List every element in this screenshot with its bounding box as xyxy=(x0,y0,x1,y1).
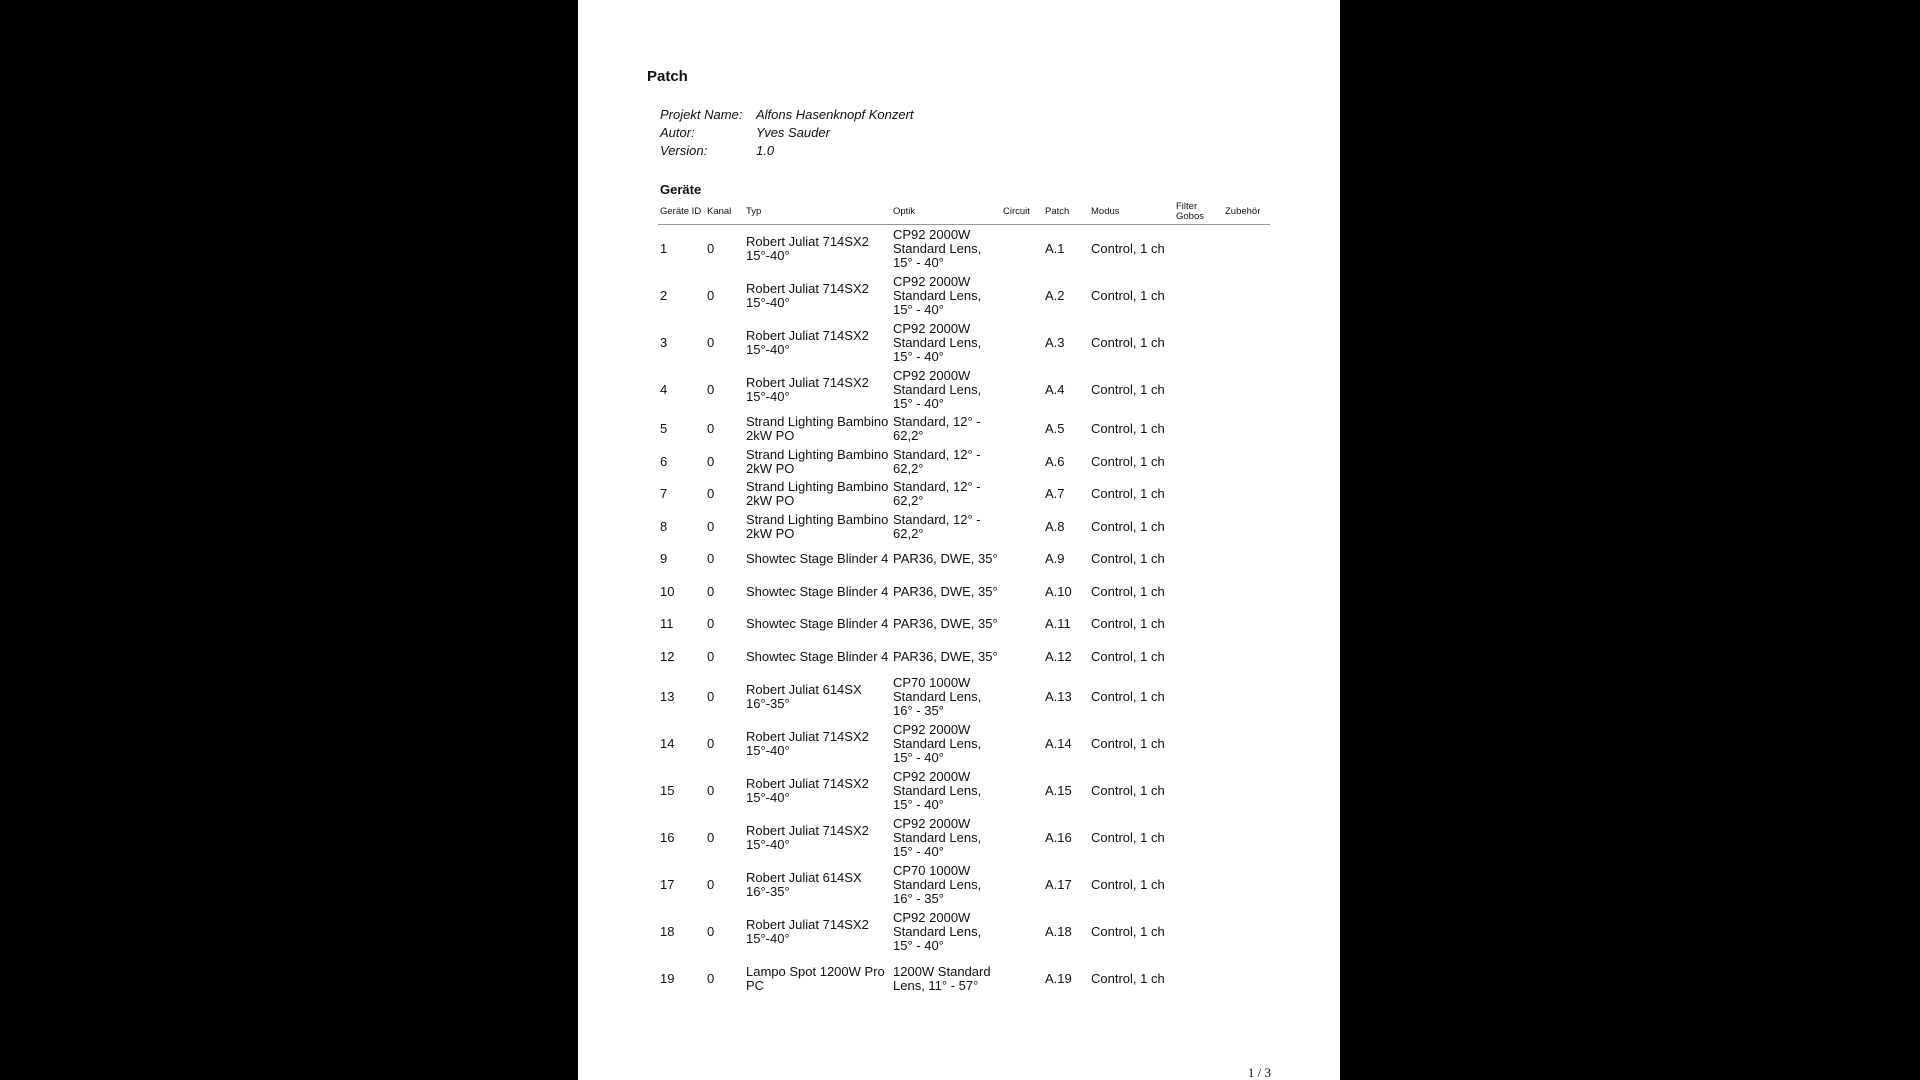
cell-circuit xyxy=(1001,608,1043,641)
cell-patch: A.7 xyxy=(1045,486,1065,502)
document-title: Patch xyxy=(647,68,688,85)
column-header-filter[interactable]: Filter Gobos xyxy=(1174,200,1223,225)
cell-typ: Robert Juliat 714SX2 15°-40° xyxy=(746,916,869,946)
table-row[interactable] xyxy=(658,814,1270,861)
cell-kanal: 0 xyxy=(707,583,715,599)
cell-kanal: 0 xyxy=(707,616,715,632)
section-title-devices: Geräte xyxy=(660,182,702,197)
cell-patch: A.18 xyxy=(1045,923,1072,939)
cell-id: 13 xyxy=(660,688,675,704)
cell-typ: Showtec Stage Blinder 4 xyxy=(746,616,889,632)
cell-id: 16 xyxy=(660,829,675,845)
table-row[interactable] xyxy=(658,446,1270,479)
cell-patch: A.3 xyxy=(1045,334,1065,350)
cell-kanal: 0 xyxy=(707,381,715,397)
meta-row-author xyxy=(660,124,914,142)
cell-zubehoer xyxy=(1223,478,1270,511)
cell-patch: A.15 xyxy=(1045,782,1072,798)
cell-filter xyxy=(1174,767,1223,814)
cell-typ: Strand Lighting Bambino 2kW PO xyxy=(746,511,889,541)
cell-optik: CP92 2000W Standard Lens, 15° - 40° xyxy=(893,320,982,364)
cell-circuit xyxy=(1001,272,1043,319)
cell-circuit xyxy=(1001,446,1043,479)
device-table-body xyxy=(658,225,1270,1003)
cell-zubehoer xyxy=(1223,511,1270,544)
cell-patch: A.6 xyxy=(1045,453,1065,469)
cell-kanal: 0 xyxy=(707,688,715,704)
cell-typ: Robert Juliat 714SX2 15°-40° xyxy=(746,775,869,805)
cell-typ: Robert Juliat 714SX2 15°-40° xyxy=(746,327,869,357)
cell-circuit xyxy=(1001,767,1043,814)
cell-circuit xyxy=(1001,673,1043,720)
cell-zubehoer xyxy=(1223,608,1270,641)
cell-typ: Lampo Spot 1200W Pro PC xyxy=(746,963,885,993)
table-row[interactable] xyxy=(658,955,1270,1002)
cell-id: 8 xyxy=(660,518,668,534)
cell-zubehoer xyxy=(1223,955,1270,1002)
cell-patch: A.19 xyxy=(1045,970,1072,986)
cell-modus: Control, 1 ch xyxy=(1091,381,1165,397)
cell-circuit xyxy=(1001,319,1043,366)
table-row[interactable] xyxy=(658,861,1270,908)
cell-zubehoer xyxy=(1223,576,1270,609)
cell-id: 1 xyxy=(660,240,668,256)
cell-patch: A.5 xyxy=(1045,421,1065,437)
cell-modus: Control, 1 ch xyxy=(1091,970,1165,986)
cell-zubehoer xyxy=(1223,225,1270,273)
cell-typ: Robert Juliat 614SX 16°-35° xyxy=(746,681,862,711)
cell-filter xyxy=(1174,908,1223,955)
meta-row-version xyxy=(660,142,914,160)
cell-optik: CP92 2000W Standard Lens, 15° - 40° xyxy=(893,367,982,411)
cell-filter xyxy=(1174,720,1223,767)
cell-modus: Control, 1 ch xyxy=(1091,782,1165,798)
cell-zubehoer xyxy=(1223,641,1270,674)
table-row[interactable] xyxy=(658,608,1270,641)
cell-typ: Showtec Stage Blinder 4 xyxy=(746,551,889,567)
cell-id: 12 xyxy=(660,648,675,664)
cell-kanal: 0 xyxy=(707,551,715,567)
cell-circuit xyxy=(1001,511,1043,544)
cell-id: 14 xyxy=(660,735,675,751)
meta-value: Alfons Hasenknopf Konzert xyxy=(756,107,914,122)
cell-id: 6 xyxy=(660,453,668,469)
table-row[interactable] xyxy=(658,673,1270,720)
cell-filter xyxy=(1174,446,1223,479)
cell-zubehoer xyxy=(1223,720,1270,767)
cell-filter xyxy=(1174,272,1223,319)
meta-value: 1.0 xyxy=(756,143,775,158)
cell-zubehoer xyxy=(1223,413,1270,446)
cell-patch: A.12 xyxy=(1045,648,1072,664)
cell-kanal: 0 xyxy=(707,518,715,534)
table-header-row xyxy=(658,200,1270,225)
cell-zubehoer xyxy=(1223,319,1270,366)
cell-filter xyxy=(1174,861,1223,908)
cell-kanal: 0 xyxy=(707,735,715,751)
column-header-zubehoer[interactable]: Zubehör xyxy=(1223,200,1270,225)
cell-filter xyxy=(1174,641,1223,674)
cell-circuit xyxy=(1001,908,1043,955)
cell-zubehoer xyxy=(1223,908,1270,955)
meta-label: Projekt Name: xyxy=(660,107,743,122)
cell-modus: Control, 1 ch xyxy=(1091,287,1165,303)
cell-kanal: 0 xyxy=(707,829,715,845)
table-row[interactable] xyxy=(658,319,1270,366)
table-row[interactable] xyxy=(658,478,1270,511)
cell-optik: PAR36, DWE, 35° xyxy=(893,648,998,664)
cell-typ: Showtec Stage Blinder 4 xyxy=(746,583,889,599)
cell-id: 17 xyxy=(660,876,675,892)
cell-typ: Strand Lighting Bambino 2kW PO xyxy=(746,479,889,509)
cell-patch: A.10 xyxy=(1045,583,1072,599)
cell-kanal: 0 xyxy=(707,486,715,502)
cell-optik: CP92 2000W Standard Lens, 15° - 40° xyxy=(893,273,982,317)
cell-circuit xyxy=(1001,861,1043,908)
document-page xyxy=(578,0,1340,1080)
cell-id: 7 xyxy=(660,486,668,502)
cell-id: 15 xyxy=(660,782,675,798)
cell-optik: CP92 2000W Standard Lens, 15° - 40° xyxy=(893,721,982,765)
meta-label: Autor: xyxy=(660,125,695,140)
cell-kanal: 0 xyxy=(707,970,715,986)
cell-optik: CP70 1000W Standard Lens, 16° - 35° xyxy=(893,674,982,718)
cell-modus: Control, 1 ch xyxy=(1091,829,1165,845)
cell-filter xyxy=(1174,366,1223,413)
cell-filter xyxy=(1174,576,1223,609)
column-header-modus[interactable]: Modus xyxy=(1089,200,1174,225)
column-header-circuit[interactable]: Circuit xyxy=(1001,200,1043,225)
cell-kanal: 0 xyxy=(707,287,715,303)
cell-id: 11 xyxy=(660,616,674,632)
cell-circuit xyxy=(1001,814,1043,861)
cell-modus: Control, 1 ch xyxy=(1091,453,1165,469)
cell-kanal: 0 xyxy=(707,782,715,798)
cell-typ: Robert Juliat 714SX2 15°-40° xyxy=(746,822,869,852)
column-header-kanal[interactable]: Kanal xyxy=(705,200,744,225)
cell-filter xyxy=(1174,955,1223,1002)
cell-circuit xyxy=(1001,225,1043,273)
cell-circuit xyxy=(1001,720,1043,767)
cell-circuit xyxy=(1001,641,1043,674)
cell-patch: A.2 xyxy=(1045,287,1065,303)
cell-circuit xyxy=(1001,366,1043,413)
cell-modus: Control, 1 ch xyxy=(1091,486,1165,502)
cell-modus: Control, 1 ch xyxy=(1091,688,1165,704)
cell-id: 4 xyxy=(660,381,668,397)
cell-id: 5 xyxy=(660,421,668,437)
cell-filter xyxy=(1174,608,1223,641)
cell-patch: A.14 xyxy=(1045,735,1072,751)
cell-zubehoer xyxy=(1223,767,1270,814)
cell-typ: Robert Juliat 614SX 16°-35° xyxy=(746,869,862,899)
cell-optik: CP92 2000W Standard Lens, 15° - 40° xyxy=(893,768,982,812)
cell-typ: Robert Juliat 714SX2 15°-40° xyxy=(746,280,869,310)
table-row[interactable] xyxy=(658,511,1270,544)
cell-patch: A.13 xyxy=(1045,688,1072,704)
column-header-typ[interactable]: Typ xyxy=(744,200,891,225)
table-row[interactable] xyxy=(658,413,1270,446)
column-header-patch[interactable]: Patch xyxy=(1043,200,1089,225)
cell-modus: Control, 1 ch xyxy=(1091,240,1165,256)
table-row[interactable] xyxy=(658,366,1270,413)
cell-id: 10 xyxy=(660,583,675,599)
cell-zubehoer xyxy=(1223,543,1270,576)
cell-optik: 1200W Standard Lens, 11° - 57° xyxy=(893,963,991,993)
cell-zubehoer xyxy=(1223,272,1270,319)
cell-circuit xyxy=(1001,955,1043,1002)
cell-optik: Standard, 12° - 62,2° xyxy=(893,479,981,509)
cell-zubehoer xyxy=(1223,446,1270,479)
cell-patch: A.16 xyxy=(1045,829,1072,845)
cell-id: 3 xyxy=(660,334,668,350)
table-row[interactable] xyxy=(658,767,1270,814)
table-row[interactable] xyxy=(658,576,1270,609)
cell-filter xyxy=(1174,673,1223,720)
cell-patch: A.8 xyxy=(1045,518,1065,534)
cell-zubehoer xyxy=(1223,814,1270,861)
cell-modus: Control, 1 ch xyxy=(1091,551,1165,567)
cell-optik: CP92 2000W Standard Lens, 15° - 40° xyxy=(893,909,982,953)
cell-kanal: 0 xyxy=(707,421,715,437)
cell-zubehoer xyxy=(1223,673,1270,720)
cell-filter xyxy=(1174,478,1223,511)
device-table xyxy=(658,200,1270,1002)
cell-modus: Control, 1 ch xyxy=(1091,334,1165,350)
project-meta xyxy=(660,106,914,160)
cell-zubehoer xyxy=(1223,366,1270,413)
cell-patch: A.4 xyxy=(1045,381,1065,397)
cell-id: 18 xyxy=(660,923,675,939)
cell-optik: Standard, 12° - 62,2° xyxy=(893,511,981,541)
cell-filter xyxy=(1174,511,1223,544)
table-row[interactable] xyxy=(658,641,1270,674)
table-row[interactable] xyxy=(658,225,1270,273)
meta-row-project-name xyxy=(660,106,914,124)
table-row[interactable] xyxy=(658,272,1270,319)
cell-filter xyxy=(1174,543,1223,576)
table-row[interactable] xyxy=(658,720,1270,767)
meta-value: Yves Sauder xyxy=(756,125,830,140)
meta-label: Version: xyxy=(660,143,708,158)
cell-circuit xyxy=(1001,576,1043,609)
cell-kanal: 0 xyxy=(707,453,715,469)
cell-patch: A.1 xyxy=(1045,240,1065,256)
cell-optik: PAR36, DWE, 35° xyxy=(893,551,998,567)
cell-typ: Robert Juliat 714SX2 15°-40° xyxy=(746,728,869,758)
cell-typ: Robert Juliat 714SX2 15°-40° xyxy=(746,374,869,404)
cell-patch: A.17 xyxy=(1045,876,1072,892)
cell-filter xyxy=(1174,413,1223,446)
cell-id: 9 xyxy=(660,551,668,567)
cell-kanal: 0 xyxy=(707,240,715,256)
cell-modus: Control, 1 ch xyxy=(1091,876,1165,892)
cell-typ: Showtec Stage Blinder 4 xyxy=(746,648,889,664)
cell-filter xyxy=(1174,814,1223,861)
cell-modus: Control, 1 ch xyxy=(1091,735,1165,751)
cell-circuit xyxy=(1001,543,1043,576)
cell-patch: A.11 xyxy=(1045,616,1071,632)
cell-id: 2 xyxy=(660,287,668,303)
cell-modus: Control, 1 ch xyxy=(1091,648,1165,664)
cell-kanal: 0 xyxy=(707,923,715,939)
cell-optik: PAR36, DWE, 35° xyxy=(893,616,998,632)
table-row[interactable] xyxy=(658,908,1270,955)
cell-zubehoer xyxy=(1223,861,1270,908)
cell-filter xyxy=(1174,225,1223,273)
cell-id: 19 xyxy=(660,970,675,986)
cell-kanal: 0 xyxy=(707,876,715,892)
cell-modus: Control, 1 ch xyxy=(1091,583,1165,599)
cell-optik: CP70 1000W Standard Lens, 16° - 35° xyxy=(893,862,982,906)
cell-optik: Standard, 12° - 62,2° xyxy=(893,414,981,444)
cell-typ: Strand Lighting Bambino 2kW PO xyxy=(746,414,889,444)
page-indicator: 1 / 3 xyxy=(1247,1065,1271,1080)
cell-patch: A.9 xyxy=(1045,551,1065,567)
cell-modus: Control, 1 ch xyxy=(1091,421,1165,437)
column-header-optik[interactable]: Optik xyxy=(891,200,1001,225)
cell-circuit xyxy=(1001,478,1043,511)
cell-optik: PAR36, DWE, 35° xyxy=(893,583,998,599)
cell-kanal: 0 xyxy=(707,334,715,350)
cell-modus: Control, 1 ch xyxy=(1091,616,1165,632)
cell-optik: CP92 2000W Standard Lens, 15° - 40° xyxy=(893,815,982,859)
cell-typ: Robert Juliat 714SX2 15°-40° xyxy=(746,233,869,263)
cell-circuit xyxy=(1001,413,1043,446)
cell-modus: Control, 1 ch xyxy=(1091,923,1165,939)
cell-kanal: 0 xyxy=(707,648,715,664)
cell-typ: Strand Lighting Bambino 2kW PO xyxy=(746,446,889,476)
cell-optik: Standard, 12° - 62,2° xyxy=(893,446,981,476)
column-header-id[interactable]: Geräte ID xyxy=(658,200,705,225)
cell-optik: CP92 2000W Standard Lens, 15° - 40° xyxy=(893,226,982,270)
cell-modus: Control, 1 ch xyxy=(1091,518,1165,534)
cell-filter xyxy=(1174,319,1223,366)
table-row[interactable] xyxy=(658,543,1270,576)
